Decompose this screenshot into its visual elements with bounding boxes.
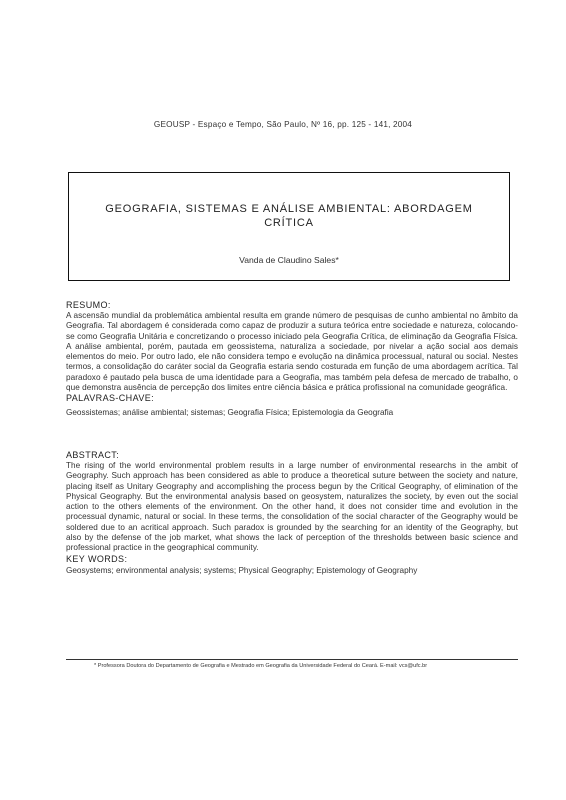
resumo-section: [66, 300, 518, 419]
article-title: GEOGRAFIA, SISTEMAS E ANÁLISE AMBIENTAL: ABORDAGEM CRÍTICA: [105, 203, 473, 229]
palavras-chave-text: Geossistemas; análise ambiental; sistemas; Geografia Física; Epistemologia da Geografia: [66, 408, 394, 418]
author-name: Vanda de Claudino Sales*: [239, 255, 339, 265]
key-words-heading: KEY WORDS:: [66, 553, 128, 564]
key-words-text: Geosystems; environmental analysis; systems; Physical Geography; Epistemology of Geography: [66, 565, 418, 575]
author-footnote: * Professora Doutora do Departamento de Geografia e Mestrado em Geografia da Universidade Federal do Ceará. E-mail: vcs@ufc.br: [94, 663, 428, 669]
abstract-text: The rising of the world environmental problem results in a large number of environmental researchs in the ambit of Geography. Such approach has been considered as able to produce a theoretical suture between the society and nature, placing itself as Unitary Geography and accomplishing the process begun by the Critical Geography, of elimination of the Physical Geography. But the environmental analysis based on geosystem, naturalizes the society, by even out the social action to the others elements of the environment. On the other hand, it does not consider time and evolution in the processual dynamic, natural or social. In these terms, the consolidation of the social character of the Geography would be soldered due to an acritical approach. Such paradox is grounded by the searching for an identity of the Geography, but also by the defense of the job market, what shows the lack of perception of the thresholds between basic science and professional practice in the geographical community.: [66, 461, 518, 553]
title-box: [68, 172, 510, 281]
resumo-text: A ascensão mundial da problemática ambiental resulta em grande número de pesquisas de cunho ambiental no âmbito da Geografia. Tal abordagem é considerada como capaz de produzir a sutura teórica entre sociedade e natureza, colocando-se como Geografia Unitária e concretizando o processo iniciado pela Geografia Crítica, de eliminação da Geografia Física. A análise ambiental, porém, pautada em geossistema, naturaliza a sociedade, por nivelar a ação social aos demais elementos do meio. Por outro lado, ele não considera tempo e evolução na dinâmica processual, natural ou social. Nestes termos, a consolidação do caráter social da Geografia estaria sendo costurada em função de uma abordagem acrítica. Tal paradoxo é pautado pela busca de uma identidade para a Geografia, mas também pela defesa de mercado de trabalho, o que demonstra ausência de percepção dos limites entre ciência básica e prática profissional na comunidade geográfica.: [66, 311, 518, 393]
resumo-heading: RESUMO:: [66, 300, 111, 310]
running-header: GEOUSP - Espaço e Tempo, São Paulo, Nº 16, pp. 125 - 141, 2004: [153, 120, 413, 129]
palavras-chave-heading: PALAVRAS-CHAVE:: [66, 393, 155, 404]
footnote-divider: [66, 659, 518, 660]
abstract-heading: ABSTRACT:: [66, 450, 120, 460]
abstract-section: [66, 450, 518, 576]
